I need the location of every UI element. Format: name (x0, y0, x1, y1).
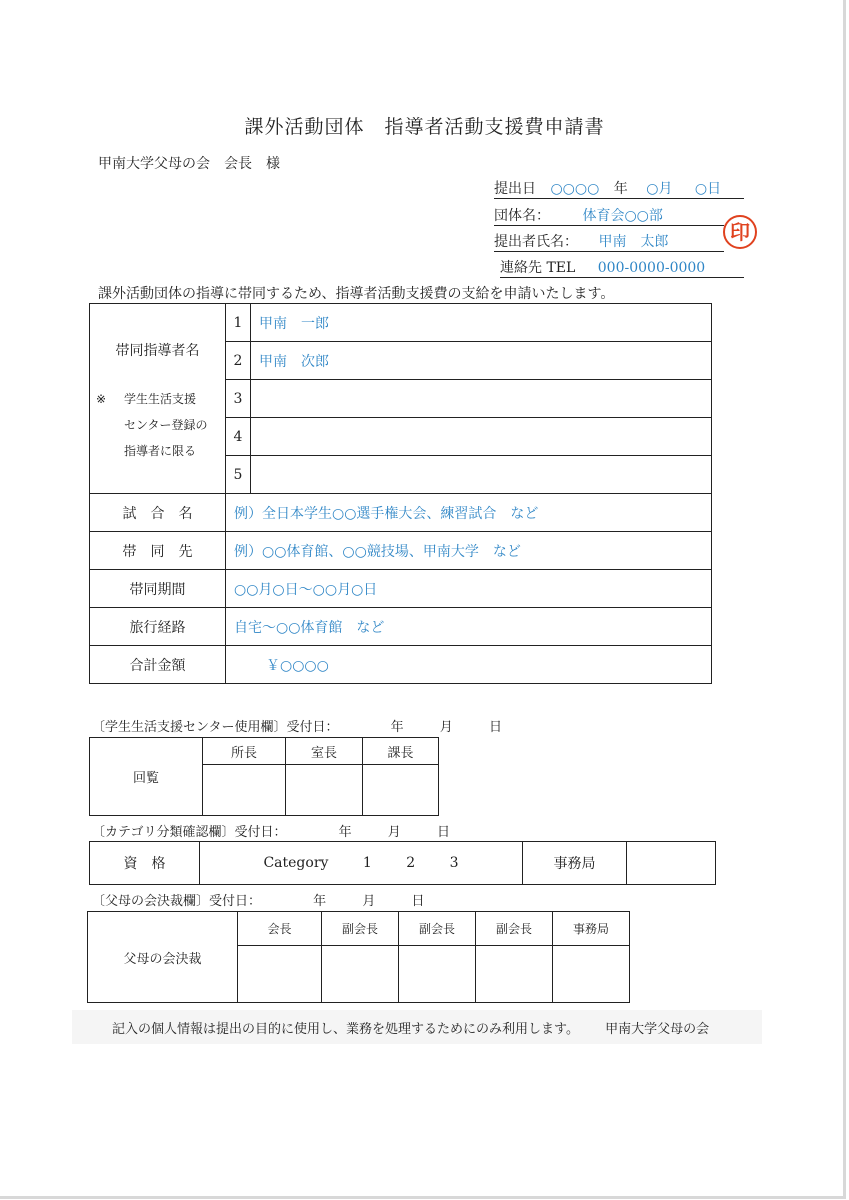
coach-row-number: 2 (226, 342, 251, 380)
circulation-table (89, 737, 439, 816)
vice-chairman-seal-cell[interactable] (322, 946, 399, 1003)
parents-month: 月 (362, 894, 376, 909)
office-chief-seal-cell[interactable] (286, 765, 363, 816)
group-name-label: 団体名： (494, 208, 550, 224)
submission-day[interactable]: ○日 (694, 181, 722, 197)
submission-year[interactable]: ○○○○ (550, 181, 600, 197)
office-seal-cell[interactable] (627, 842, 716, 885)
group-name-line (494, 205, 724, 226)
section-chief-header: 課長 (363, 738, 439, 765)
chairman-header: 会長 (238, 912, 322, 946)
coaches-label: 帯同指導者名 (115, 343, 200, 359)
director-seal-cell[interactable] (203, 765, 286, 816)
coach-row-number: 4 (226, 418, 251, 456)
period-field[interactable]: ○○月○日〜○○月○日 (226, 570, 712, 608)
total-label: 合計金額 (90, 646, 226, 684)
coach-name-field[interactable] (251, 418, 712, 456)
coach-name-field[interactable]: 甲南 次郎 (251, 342, 712, 380)
note-line-2: センター登録の (124, 418, 208, 432)
coach-name-field[interactable] (251, 380, 712, 418)
office-chief-header: 室長 (286, 738, 363, 765)
center-heading-text: 〔学生生活支援センター使用欄〕受付日： (92, 720, 339, 735)
director-header: 所長 (203, 738, 286, 765)
contact-label: 連絡先 TEL (500, 260, 576, 276)
addressee: 甲南大学父母の会 会長 様 (98, 156, 280, 172)
contact-line (500, 257, 744, 278)
page-title: 課外活動団体 指導者活動支援費申請書 (244, 116, 605, 138)
application-table (89, 303, 712, 684)
destination-label: 帯 同 先 (90, 532, 226, 570)
category-option-2[interactable]: 2 (406, 855, 416, 871)
center-day: 日 (488, 720, 502, 735)
approval-label: 父母の会決裁 (88, 912, 238, 1003)
center-year: 年 (390, 720, 404, 735)
applicant-label: 提出者氏名： (494, 234, 578, 250)
note-line-3: 指導者に限る (124, 444, 197, 458)
vice-chairman-seal-cell[interactable] (476, 946, 553, 1003)
category-month: 月 (387, 825, 401, 840)
intro-text: 課外活動団体の指導に帯同するため、指導者活動支援費の支給を申請いたします。 (98, 286, 615, 302)
total-field[interactable]: ￥○○○○ (226, 646, 712, 684)
category-options (200, 842, 523, 885)
category-text: Category (263, 855, 329, 871)
privacy-text: 記入の個人情報は提出の目的に使用し、業務を処理するためにのみ利用します。 (112, 1022, 579, 1037)
match-name-field[interactable]: 例）全日本学生○○選手権大会、練習試合 など (226, 494, 712, 532)
parents-section-heading (92, 890, 424, 909)
category-day: 日 (436, 825, 450, 840)
approval-table (87, 911, 630, 1003)
privacy-notice (112, 1018, 709, 1037)
submission-date-label: 提出日 (494, 181, 536, 197)
coach-row-number: 5 (226, 456, 251, 494)
section-chief-seal-cell[interactable] (363, 765, 439, 816)
route-field[interactable]: 自宅〜○○体育館 など (226, 608, 712, 646)
coach-name-field[interactable]: 甲南 一郎 (251, 304, 712, 342)
category-heading-text: 〔カテゴリ分類確認欄〕受付日： (92, 825, 287, 840)
office-label: 事務局 (523, 842, 627, 885)
vice-chairman-header: 副会長 (476, 912, 553, 946)
vice-chairman-header: 副会長 (399, 912, 476, 946)
chairman-seal-cell[interactable] (238, 946, 322, 1003)
category-option-1[interactable]: 1 (362, 855, 372, 871)
applicant-value[interactable]: 甲南 太郎 (598, 234, 669, 250)
center-section-heading (92, 716, 502, 735)
coaches-note (90, 386, 225, 464)
submission-date-line (494, 178, 744, 199)
period-label: 帯同期間 (90, 570, 226, 608)
match-name-label: 試 合 名 (90, 494, 226, 532)
category-year: 年 (338, 825, 352, 840)
note-line-1: 学生生活支援 (124, 392, 197, 406)
year-suffix: 年 (613, 181, 628, 197)
route-label: 旅行経路 (90, 608, 226, 646)
coach-row-number: 3 (226, 380, 251, 418)
category-section-heading (92, 821, 450, 840)
destination-field[interactable]: 例）○○体育館、○○競技場、甲南大学 など (226, 532, 712, 570)
vice-chairman-header: 副会長 (322, 912, 399, 946)
category-table (89, 841, 716, 885)
group-name-value[interactable]: 体育会○○部 (582, 208, 663, 224)
center-month: 月 (439, 720, 453, 735)
secretariat-seal-cell[interactable] (553, 946, 630, 1003)
applicant-line (494, 231, 724, 252)
category-option-3[interactable]: 3 (449, 855, 459, 871)
vice-chairman-seal-cell[interactable] (399, 946, 476, 1003)
contact-value[interactable]: 000-0000-0000 (597, 260, 706, 276)
footer-org: 甲南大学父母の会 (605, 1022, 710, 1037)
coaches-label-cell (90, 304, 226, 494)
secretariat-header: 事務局 (553, 912, 630, 946)
seal-stamp: 印 (723, 215, 757, 249)
parents-day: 日 (411, 894, 425, 909)
circulation-label: 回覧 (90, 738, 203, 816)
submission-month[interactable]: ○月 (646, 181, 673, 197)
coach-name-field[interactable] (251, 456, 712, 494)
parents-year: 年 (313, 894, 327, 909)
note-mark: ※ (96, 392, 107, 406)
parents-heading-text: 〔父母の会決裁欄〕受付日： (92, 894, 262, 909)
qualification-label: 資 格 (90, 842, 200, 885)
coach-row-number: 1 (226, 304, 251, 342)
